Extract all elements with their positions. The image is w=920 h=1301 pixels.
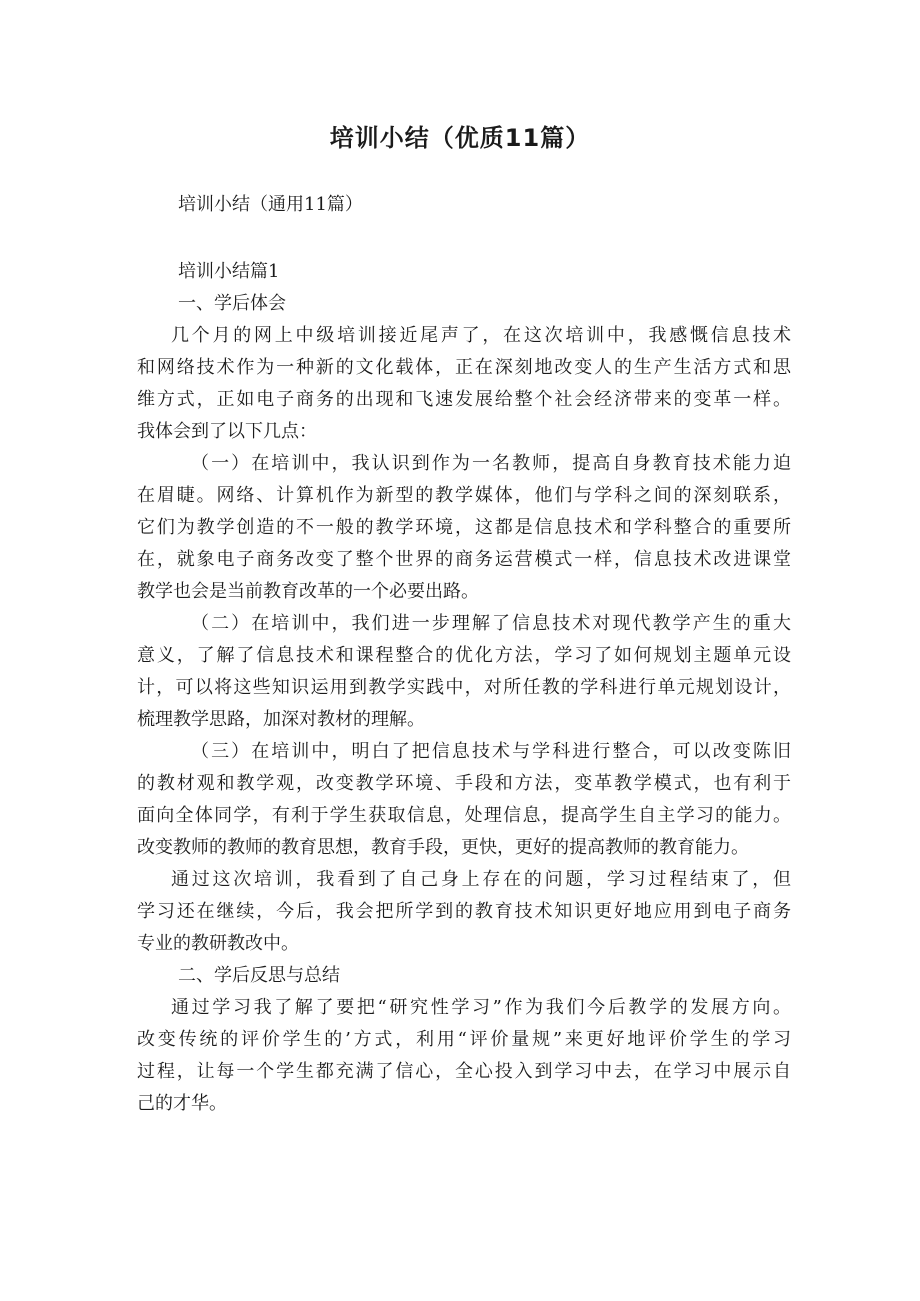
paragraph-line: 改变传统的评价学生的’方式，利用“评价量规”来更好地评价学生的学习: [137, 1029, 791, 1050]
paragraph-5: [137, 864, 791, 960]
paragraph-line: 我体会到了以下几点：: [137, 421, 317, 442]
paragraph-line: 己的才华。: [137, 1093, 227, 1114]
paragraph-line: 专业的教研教改中。: [137, 933, 299, 954]
paragraph-2: [137, 448, 791, 608]
paragraph-line: 在眉睫。网络、计算机作为新型的教学媒体，他们与学科之间的深刻联系，: [137, 485, 791, 506]
paragraph-line: 改变教师的教师的教育思想，教育手段，更快，更好的提高教师的教育能力。: [137, 837, 749, 858]
paragraph-line: 它们为教学创造的不一般的教学环境，这都是信息技术和学科整合的重要所: [137, 517, 791, 538]
document-title: 培训小结（优质11篇）: [329, 124, 591, 152]
paragraph-line: 面向全体同学，有利于学生获取信息，处理信息，提高学生自主学习的能力。: [137, 805, 791, 826]
paragraph-line: 学习还在继续，今后，我会把所学到的教育技术知识更好地应用到电子商务: [137, 901, 791, 922]
paragraph-line: 通过这次培训，我看到了自己身上存在的问题，学习过程结束了，但: [171, 869, 791, 890]
heading-2: 二、学后反思与总结: [178, 965, 340, 986]
paragraph-line: 过程，让每一个学生都充满了信心，全心投入到学习中去，在学习中展示自: [137, 1061, 791, 1082]
paragraph-4: [137, 736, 791, 864]
section-label: 培训小结篇1: [178, 261, 280, 282]
document-body: [137, 256, 791, 1120]
paragraph-line: （三）在培训中，明白了把信息技术与学科进行整合，可以改变陈旧: [191, 741, 791, 762]
paragraph-line: 的教材观和教学观，改变教学环境、手段和方法，变革教学模式，也有利于: [137, 773, 791, 794]
paragraph-6: [137, 992, 791, 1120]
heading-1: 一、学后体会: [178, 293, 286, 314]
paragraph-line: 计，可以将这些知识运用到教学实践中，对所任教的学科进行单元规划设计，: [137, 677, 791, 698]
paragraph-line: 在，就象电子商务改变了整个世界的商务运营模式一样，信息技术改进课堂: [137, 549, 791, 570]
paragraph-line: （一）在培训中，我认识到作为一名教师，提高自身教育技术能力迫: [191, 453, 791, 474]
paragraph-line: 梳理教学思路，加深对教材的理解。: [137, 709, 425, 730]
paragraph-line: 通过学习我了解了要把“研究性学习”作为我们今后教学的发展方向。: [171, 997, 791, 1018]
paragraph-1: [137, 320, 791, 448]
paragraph-line: 几个月的网上中级培训接近尾声了，在这次培训中，我感慨信息技术: [171, 325, 791, 346]
paragraph-line: 教学也会是当前教育改革的一个必要出路。: [137, 581, 479, 602]
paragraph-line: （二）在培训中，我们进一步理解了信息技术对现代教学产生的重大: [191, 613, 791, 634]
paragraph-3: [137, 608, 791, 736]
paragraph-line: 和网络技术作为一种新的文化载体，正在深刻地改变人的生产生活方式和思: [137, 357, 791, 378]
document-subtitle: 培训小结（通用11篇）: [178, 194, 363, 215]
paragraph-line: 意义，了解了信息技术和课程整合的优化方法，学习了如何规划主题单元设: [137, 645, 791, 666]
paragraph-line: 维方式，正如电子商务的出现和飞速发展给整个社会经济带来的变革一样。: [137, 389, 791, 410]
